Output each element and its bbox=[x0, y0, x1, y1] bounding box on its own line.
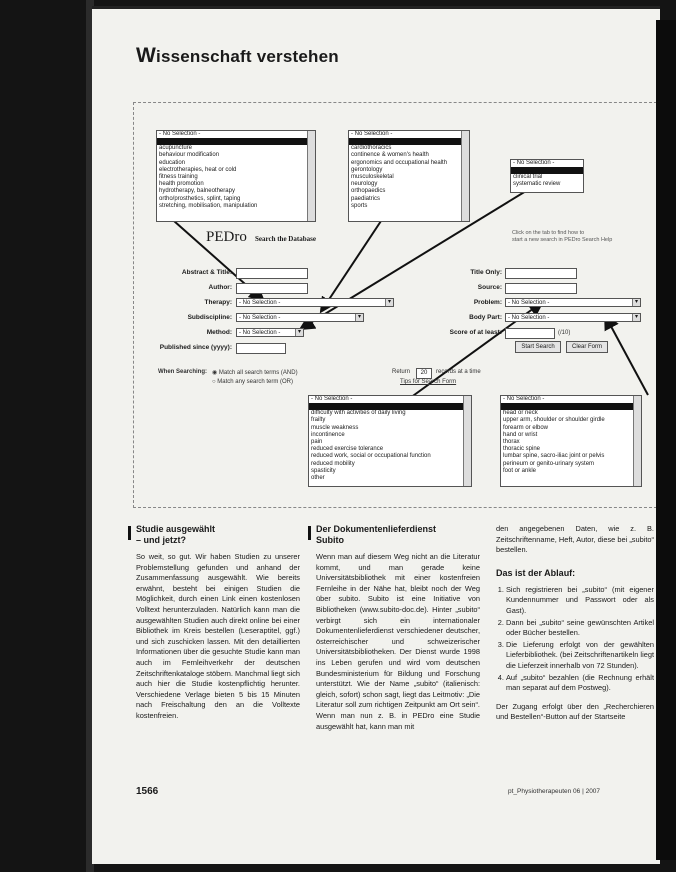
list-option[interactable]: other bbox=[311, 475, 325, 482]
process-list bbox=[496, 585, 654, 694]
label-method: Method: bbox=[206, 329, 232, 336]
list-option[interactable]: ergonomics and occupational health bbox=[351, 159, 448, 166]
list-option[interactable]: gerontology bbox=[351, 166, 383, 173]
bodypart-listbox[interactable] bbox=[500, 395, 642, 487]
list-option[interactable]: fitness training bbox=[159, 174, 198, 181]
arrow-bodypart bbox=[606, 317, 648, 395]
label-therapy: Therapy: bbox=[204, 299, 232, 306]
label-score: Score of at least: bbox=[449, 329, 502, 336]
list-option[interactable]: sports bbox=[351, 202, 368, 209]
list-item: 4. Auf „subito“ bezahlen (die Rechnung erhält man separat auf dem Postweg). bbox=[506, 673, 654, 694]
tips-link[interactable]: Tips for Search Form bbox=[400, 379, 457, 385]
list-option[interactable]: paediatrics bbox=[351, 195, 381, 202]
list-option[interactable]: perineum or genito-urinary system bbox=[503, 460, 595, 467]
list-option[interactable]: pain bbox=[311, 439, 323, 446]
column-3-intro: den angegebenen Daten, wie z. B. Zeitschriftenname, Heft, Autor, diese bei „subito“ bestellen. bbox=[496, 524, 654, 555]
radio-and[interactable]: ◉ Match all search terms (AND) bbox=[212, 370, 298, 376]
published-input[interactable] bbox=[236, 343, 286, 354]
header-rule bbox=[92, 6, 660, 9]
list-option[interactable]: hydrotherapy, balneotherapy bbox=[159, 188, 235, 195]
label-title-only: Title Only: bbox=[470, 269, 502, 276]
list-option[interactable]: frailty bbox=[311, 417, 326, 424]
list-option[interactable]: - No Selection - bbox=[311, 396, 353, 402]
list-option[interactable]: - No Selection - bbox=[159, 131, 201, 137]
list-option[interactable]: electrotherapies, heat or cold bbox=[159, 166, 237, 173]
return-label: Return bbox=[392, 369, 411, 375]
label-subdiscipline: Subdiscipline: bbox=[187, 314, 232, 321]
scan-edge bbox=[656, 20, 676, 860]
abstract-input[interactable] bbox=[236, 268, 308, 279]
scrollbar[interactable] bbox=[463, 396, 471, 486]
list-option[interactable]: - No Selection - bbox=[503, 396, 545, 402]
list-option[interactable]: reduced work, social or occupational function bbox=[311, 453, 431, 460]
list-item: 3. Die Lieferung erfolgt von der gewählten Lieferbibliothek. (bei Zeitschriftenartikeln liegt die Lieferzeit innerhalb von 72 Stunden). bbox=[506, 640, 654, 672]
list-item: 1. Sich registrieren bei „subito“ (mit eigener Kundennummer und Passwort oder als Gast). bbox=[506, 585, 654, 617]
list-option[interactable]: ortho/prosthetics, splint, taping bbox=[159, 195, 241, 202]
list-option[interactable]: lumbar spine, sacro-iliac joint or pelvis bbox=[503, 453, 605, 460]
author-input[interactable] bbox=[236, 283, 308, 294]
column-3-footer: Der Zugang erfolgt über den „Recherchieren und Bestellen“-Button auf der Startseite bbox=[496, 701, 654, 722]
list-option[interactable]: - No Selection - bbox=[351, 131, 393, 137]
label-bodypart: Body Part: bbox=[469, 314, 502, 321]
list-option[interactable]: muscle weakness bbox=[311, 424, 359, 431]
scrollbar[interactable] bbox=[461, 131, 469, 221]
problem-select[interactable]: - No Selection - ▾ bbox=[505, 298, 641, 307]
bodypart-select[interactable]: - No Selection - ▾ bbox=[505, 313, 641, 322]
running-footer: pt_Physiotherapeuten 06 | 2007 bbox=[508, 788, 601, 795]
score-input[interactable] bbox=[505, 328, 555, 339]
list-option[interactable]: orthopaedics bbox=[351, 188, 386, 195]
title-only-input[interactable] bbox=[505, 268, 577, 279]
list-option[interactable]: foot or ankle bbox=[503, 467, 537, 474]
list-option[interactable]: stretching, mobilisation, manipulation bbox=[159, 202, 258, 209]
score-suffix: (/10) bbox=[558, 330, 571, 336]
list-option[interactable]: - No Selection - bbox=[513, 160, 555, 166]
column-1 bbox=[136, 524, 300, 722]
clear-form-button[interactable]: Clear Form bbox=[566, 341, 608, 353]
label-abstract: Abstract & Title: bbox=[181, 269, 232, 276]
return-suffix: records at a time bbox=[436, 369, 481, 375]
source-input[interactable] bbox=[505, 283, 577, 294]
column-1-heading: Studie ausgewählt – und jetzt? bbox=[136, 524, 216, 545]
list-option[interactable]: neurology bbox=[351, 181, 378, 188]
label-published: Published since (yyyy): bbox=[159, 344, 232, 351]
subdiscipline-select[interactable]: - No Selection - ▾ bbox=[236, 313, 364, 322]
help-hint: Click on the tab to find how to start a new search in PEDro Search Help bbox=[512, 230, 613, 243]
list-option[interactable]: hand or wrist bbox=[503, 431, 538, 438]
column-3 bbox=[496, 524, 654, 723]
column-2-heading: Der Dokumentenlieferdienst Subito bbox=[316, 524, 437, 545]
list-option[interactable]: spasticity bbox=[311, 467, 336, 474]
pedro-screenshot-figure bbox=[133, 102, 657, 508]
page-title: Wissenschaft verstehen bbox=[136, 44, 339, 67]
list-option[interactable]: musculoskeletal bbox=[351, 174, 394, 181]
list-option-selected[interactable] bbox=[501, 403, 641, 410]
column-marker bbox=[308, 526, 311, 540]
list-option[interactable]: systematic review bbox=[513, 181, 561, 188]
method-select[interactable]: - No Selection - ▾ bbox=[236, 328, 304, 337]
label-problem: Problem: bbox=[473, 299, 502, 306]
list-option[interactable]: forearm or elbow bbox=[503, 424, 549, 431]
document-page bbox=[92, 6, 660, 864]
list-option[interactable]: education bbox=[159, 159, 186, 166]
return-count-select[interactable]: 20 bbox=[416, 368, 432, 379]
list-option[interactable]: health promotion bbox=[159, 181, 204, 188]
list-option-selected[interactable] bbox=[157, 138, 315, 145]
label-source: Source: bbox=[477, 284, 502, 291]
list-item: 2. Dann bei „subito“ seine gewünschten Artikel oder Bücher bestellen. bbox=[506, 618, 654, 639]
list-option[interactable]: continence & women's health bbox=[351, 152, 429, 159]
list-option-selected[interactable] bbox=[511, 167, 583, 174]
list-option[interactable]: clinical trial bbox=[513, 174, 543, 181]
problem-listbox[interactable] bbox=[308, 395, 472, 487]
list-option[interactable]: acupuncture bbox=[159, 145, 193, 152]
column-2 bbox=[316, 524, 480, 732]
column-3-heading: Das ist der Ablauf: bbox=[496, 567, 576, 578]
list-option[interactable]: upper arm, shoulder or shoulder girdle bbox=[503, 417, 605, 424]
list-option[interactable]: reduced exercise tolerance bbox=[311, 446, 384, 453]
when-searching-label: When Searching: bbox=[158, 369, 208, 375]
scrollbar[interactable] bbox=[307, 131, 315, 221]
column-2-body: Wenn man auf diesem Weg nicht an die Literatur kommt, und man gerade keine Universitätsbibliothek mit einer kostenfreien Fernleihe in der Nähe hat, bleibt noch der Weg über subito. Subito ist eine Initiative von Bibliotheken (www.subito-doc.de). Hinter „subito“ verbirgt sich ein internationaler Dokumentenlieferdienst verschiedener deutscher, österreichischer und schweizerischer Universitätsbibliotheken. Der Dienst wurde 1998 ins Leben gerufen und wird vom deutschen Bundesministerium für Bildung und Forschung unterstützt. Wie der Name „subito“ (italienisch: gleich, sofort) schon sagt, liegt das Leitmotiv: „Die Literatur soll zum richtigen Zeitpunkt am Ort sein“. Wenn man nun z. B. in PEDro eine Studie ausgewählt hat, kann man mit bbox=[316, 552, 480, 731]
start-search-button[interactable]: Start Search bbox=[515, 341, 561, 353]
column-marker bbox=[128, 526, 131, 540]
method-listbox[interactable] bbox=[510, 159, 584, 193]
list-option[interactable]: cardiothoracics bbox=[351, 145, 392, 152]
pedro-logo: PEDro bbox=[206, 229, 247, 245]
list-option[interactable]: thorax bbox=[503, 439, 520, 446]
list-option[interactable]: incontinence bbox=[311, 431, 345, 438]
therapy-select[interactable]: - No Selection - ▾ bbox=[236, 298, 394, 307]
scrollbar[interactable] bbox=[633, 396, 641, 486]
list-option[interactable]: head or neck bbox=[503, 410, 538, 417]
column-1-body: So weit, so gut. Wir haben Studien zu unserer Problemstellung gefunden und anhand der Zusammenfassung ausgewählt. Wie bereits erwähnt, besteht bei einigen Studien die Möglichkeit, durch einen Link einen kostenlosen Volltext herunterzuladen. Natürlich kann man die ausgewählten Studien auch direkt online bei einer Bibliothek im Kreis bestellen (Leseraptitel, ggf.) und sich zuschicken lassen. Mit den detaillierten Informationen über die gesuchte Studie kann man auch im Fernleihverkehr der deutschen Zeitschriftenkataloge stöbern. Manchmal liegt sich auch hier die Studie kostenpflichtig herunter. Verschiedene Verlage bieten 5 bis 15 Minuten nach Freischaltung den an die Volltexte kostenfreien. bbox=[136, 552, 300, 720]
page-number: 1566 bbox=[136, 786, 159, 797]
pedro-subtitle: Search the Database bbox=[255, 235, 316, 243]
list-option[interactable]: difficulty with activities of daily living bbox=[311, 410, 406, 417]
list-option[interactable]: behaviour modification bbox=[159, 152, 220, 159]
subdiscipline-listbox[interactable] bbox=[348, 130, 470, 222]
list-option[interactable]: reduced mobility bbox=[311, 460, 355, 467]
list-option[interactable]: thoracic spine bbox=[503, 446, 541, 453]
radio-or[interactable]: ○ Match any search term (OR) bbox=[212, 379, 293, 385]
therapy-listbox[interactable] bbox=[156, 130, 316, 222]
list-option-selected[interactable] bbox=[309, 403, 471, 410]
label-author: Author: bbox=[208, 284, 232, 291]
list-option-selected[interactable] bbox=[349, 138, 469, 145]
